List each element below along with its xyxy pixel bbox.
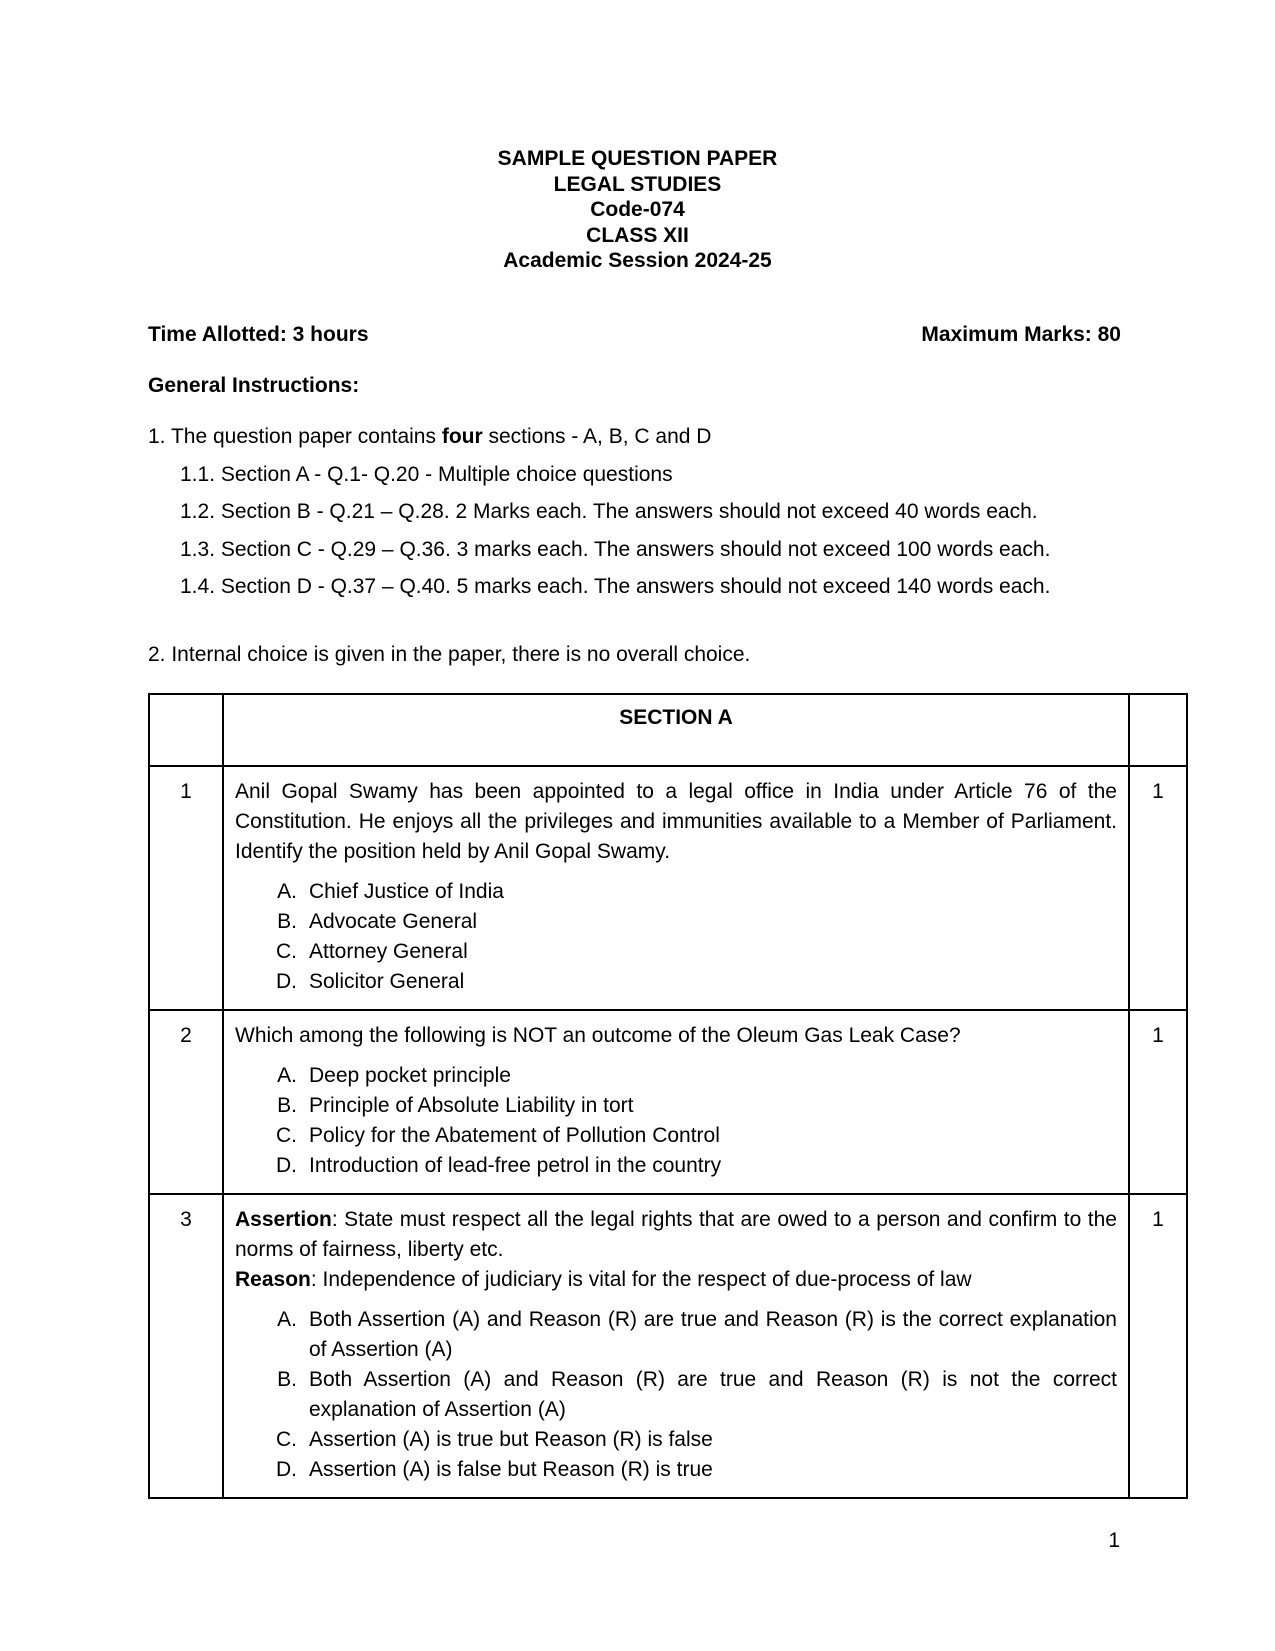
option-letter: A. bbox=[277, 880, 297, 903]
option-item bbox=[259, 1365, 1117, 1425]
instruction-1-prefix: 1. The question paper contains bbox=[148, 425, 442, 448]
option-text: Deep pocket principle bbox=[309, 1064, 511, 1087]
header-class: CLASS XII bbox=[586, 223, 689, 247]
option-letter: A. bbox=[277, 1064, 297, 1087]
question-stem: Which among the following is NOT an outcome of the Oleum Gas Leak Case? bbox=[235, 1024, 961, 1047]
question-body bbox=[223, 766, 1129, 1010]
option-letter: D. bbox=[276, 1458, 297, 1481]
option-letter: D. bbox=[276, 1154, 297, 1177]
assertion-label: Assertion bbox=[235, 1208, 332, 1231]
header-title: SAMPLE QUESTION PAPER bbox=[497, 147, 778, 170]
option-item bbox=[259, 1305, 1117, 1365]
option-item bbox=[259, 1091, 1117, 1121]
options-list bbox=[235, 1305, 1117, 1485]
question-number: 1 bbox=[149, 766, 223, 1010]
option-item bbox=[259, 937, 1117, 967]
options-list bbox=[235, 877, 1117, 997]
instruction-item-1 bbox=[148, 424, 1148, 450]
question-number: 3 bbox=[149, 1194, 223, 1498]
instruction-1-suffix: sections - A, B, C and D bbox=[482, 425, 712, 448]
section-header-row bbox=[149, 694, 1187, 766]
option-item bbox=[259, 1151, 1117, 1181]
instruction-subitem: 1.3. Section C - Q.29 – Q.36. 3 marks each. The answers should not exceed 100 words each. bbox=[180, 538, 1051, 561]
option-item bbox=[259, 1425, 1117, 1455]
reason-text: : Independence of judiciary is vital for the respect of due-process of law bbox=[310, 1268, 972, 1291]
header-subject: LEGAL STUDIES bbox=[553, 172, 722, 196]
assertion-statement bbox=[235, 1205, 1117, 1265]
question-body bbox=[223, 1010, 1129, 1194]
reason-statement bbox=[235, 1265, 1117, 1295]
assertion-text: : State must respect all the legal rights that are owed to a person and confirm to the norms of fairness, liberty etc. bbox=[235, 1208, 1117, 1261]
option-letter: C. bbox=[276, 1428, 297, 1451]
option-text: Introduction of lead-free petrol in the country bbox=[309, 1154, 722, 1177]
option-text: Chief Justice of India bbox=[309, 880, 504, 903]
instruction-subitem: 1.1. Section A - Q.1- Q.20 - Multiple choice questions bbox=[180, 463, 673, 486]
header-code: Code-074 bbox=[590, 198, 685, 221]
general-instructions bbox=[148, 424, 1148, 598]
option-letter: A. bbox=[277, 1308, 297, 1331]
option-text: Assertion (A) is false but Reason (R) is true bbox=[309, 1458, 713, 1481]
option-text: Advocate General bbox=[309, 910, 478, 933]
option-letter: B. bbox=[277, 910, 297, 933]
question-number: 2 bbox=[149, 1010, 223, 1194]
instruction-1-bold: four bbox=[441, 425, 483, 448]
question-row bbox=[149, 1194, 1187, 1498]
general-instructions-title: General Instructions: bbox=[148, 374, 360, 397]
page-number: 1 bbox=[1108, 1529, 1120, 1552]
option-item bbox=[259, 1121, 1117, 1151]
option-text: Both Assertion (A) and Reason (R) are true and Reason (R) is the correct explanation of Assertion (A) bbox=[309, 1308, 1117, 1361]
question-marks: 1 bbox=[1129, 1010, 1187, 1194]
option-letter: C. bbox=[276, 940, 297, 963]
question-row bbox=[149, 766, 1187, 1010]
header-session: Academic Session 2024-25 bbox=[503, 249, 772, 272]
option-text: Attorney General bbox=[309, 940, 468, 963]
option-text: Policy for the Abatement of Pollution Control bbox=[309, 1124, 720, 1147]
instruction-item-2: 2. Internal choice is given in the paper, there is no overall choice. bbox=[148, 643, 751, 666]
time-allotted: Time Allotted: 3 hours bbox=[148, 323, 369, 346]
option-text: Both Assertion (A) and Reason (R) are true and Reason (R) is not the correct explanation of Assertion (A) bbox=[309, 1368, 1117, 1421]
option-letter: B. bbox=[277, 1094, 297, 1117]
option-text: Solicitor General bbox=[309, 970, 465, 993]
meta-row bbox=[148, 322, 1121, 348]
option-item bbox=[259, 907, 1117, 937]
option-text: Assertion (A) is true but Reason (R) is false bbox=[309, 1428, 713, 1451]
paper-header bbox=[0, 146, 1275, 274]
section-marks-cell bbox=[1129, 694, 1187, 766]
reason-label: Reason bbox=[235, 1268, 311, 1291]
question-marks: 1 bbox=[1129, 1194, 1187, 1498]
question-marks: 1 bbox=[1129, 766, 1187, 1010]
questions-table bbox=[148, 693, 1188, 1499]
instruction-subitem: 1.4. Section D - Q.37 – Q.40. 5 marks each. The answers should not exceed 140 words each. bbox=[180, 575, 1051, 598]
question-body bbox=[223, 1194, 1129, 1498]
question-row bbox=[149, 1010, 1187, 1194]
option-letter: C. bbox=[276, 1124, 297, 1147]
instruction-subitem: 1.2. Section B - Q.21 – Q.28. 2 Marks each. The answers should not exceed 40 words each. bbox=[180, 500, 1038, 523]
option-letter: D. bbox=[276, 970, 297, 993]
question-stem: Anil Gopal Swamy has been appointed to a legal office in India under Article 76 of the Constitution. He enjoys all the privileges and immunities available to a Member of Parliament. Identify the position held by Anil Gopal Swamy. bbox=[235, 780, 1117, 863]
section-num-cell bbox=[149, 694, 223, 766]
option-item bbox=[259, 1061, 1117, 1091]
maximum-marks: Maximum Marks: 80 bbox=[921, 323, 1121, 346]
section-title: SECTION A bbox=[223, 694, 1129, 766]
option-letter: B. bbox=[277, 1368, 297, 1391]
option-item bbox=[259, 877, 1117, 907]
option-text: Principle of Absolute Liability in tort bbox=[309, 1094, 634, 1117]
option-item bbox=[259, 967, 1117, 997]
option-item bbox=[259, 1455, 1117, 1485]
options-list bbox=[235, 1061, 1117, 1181]
